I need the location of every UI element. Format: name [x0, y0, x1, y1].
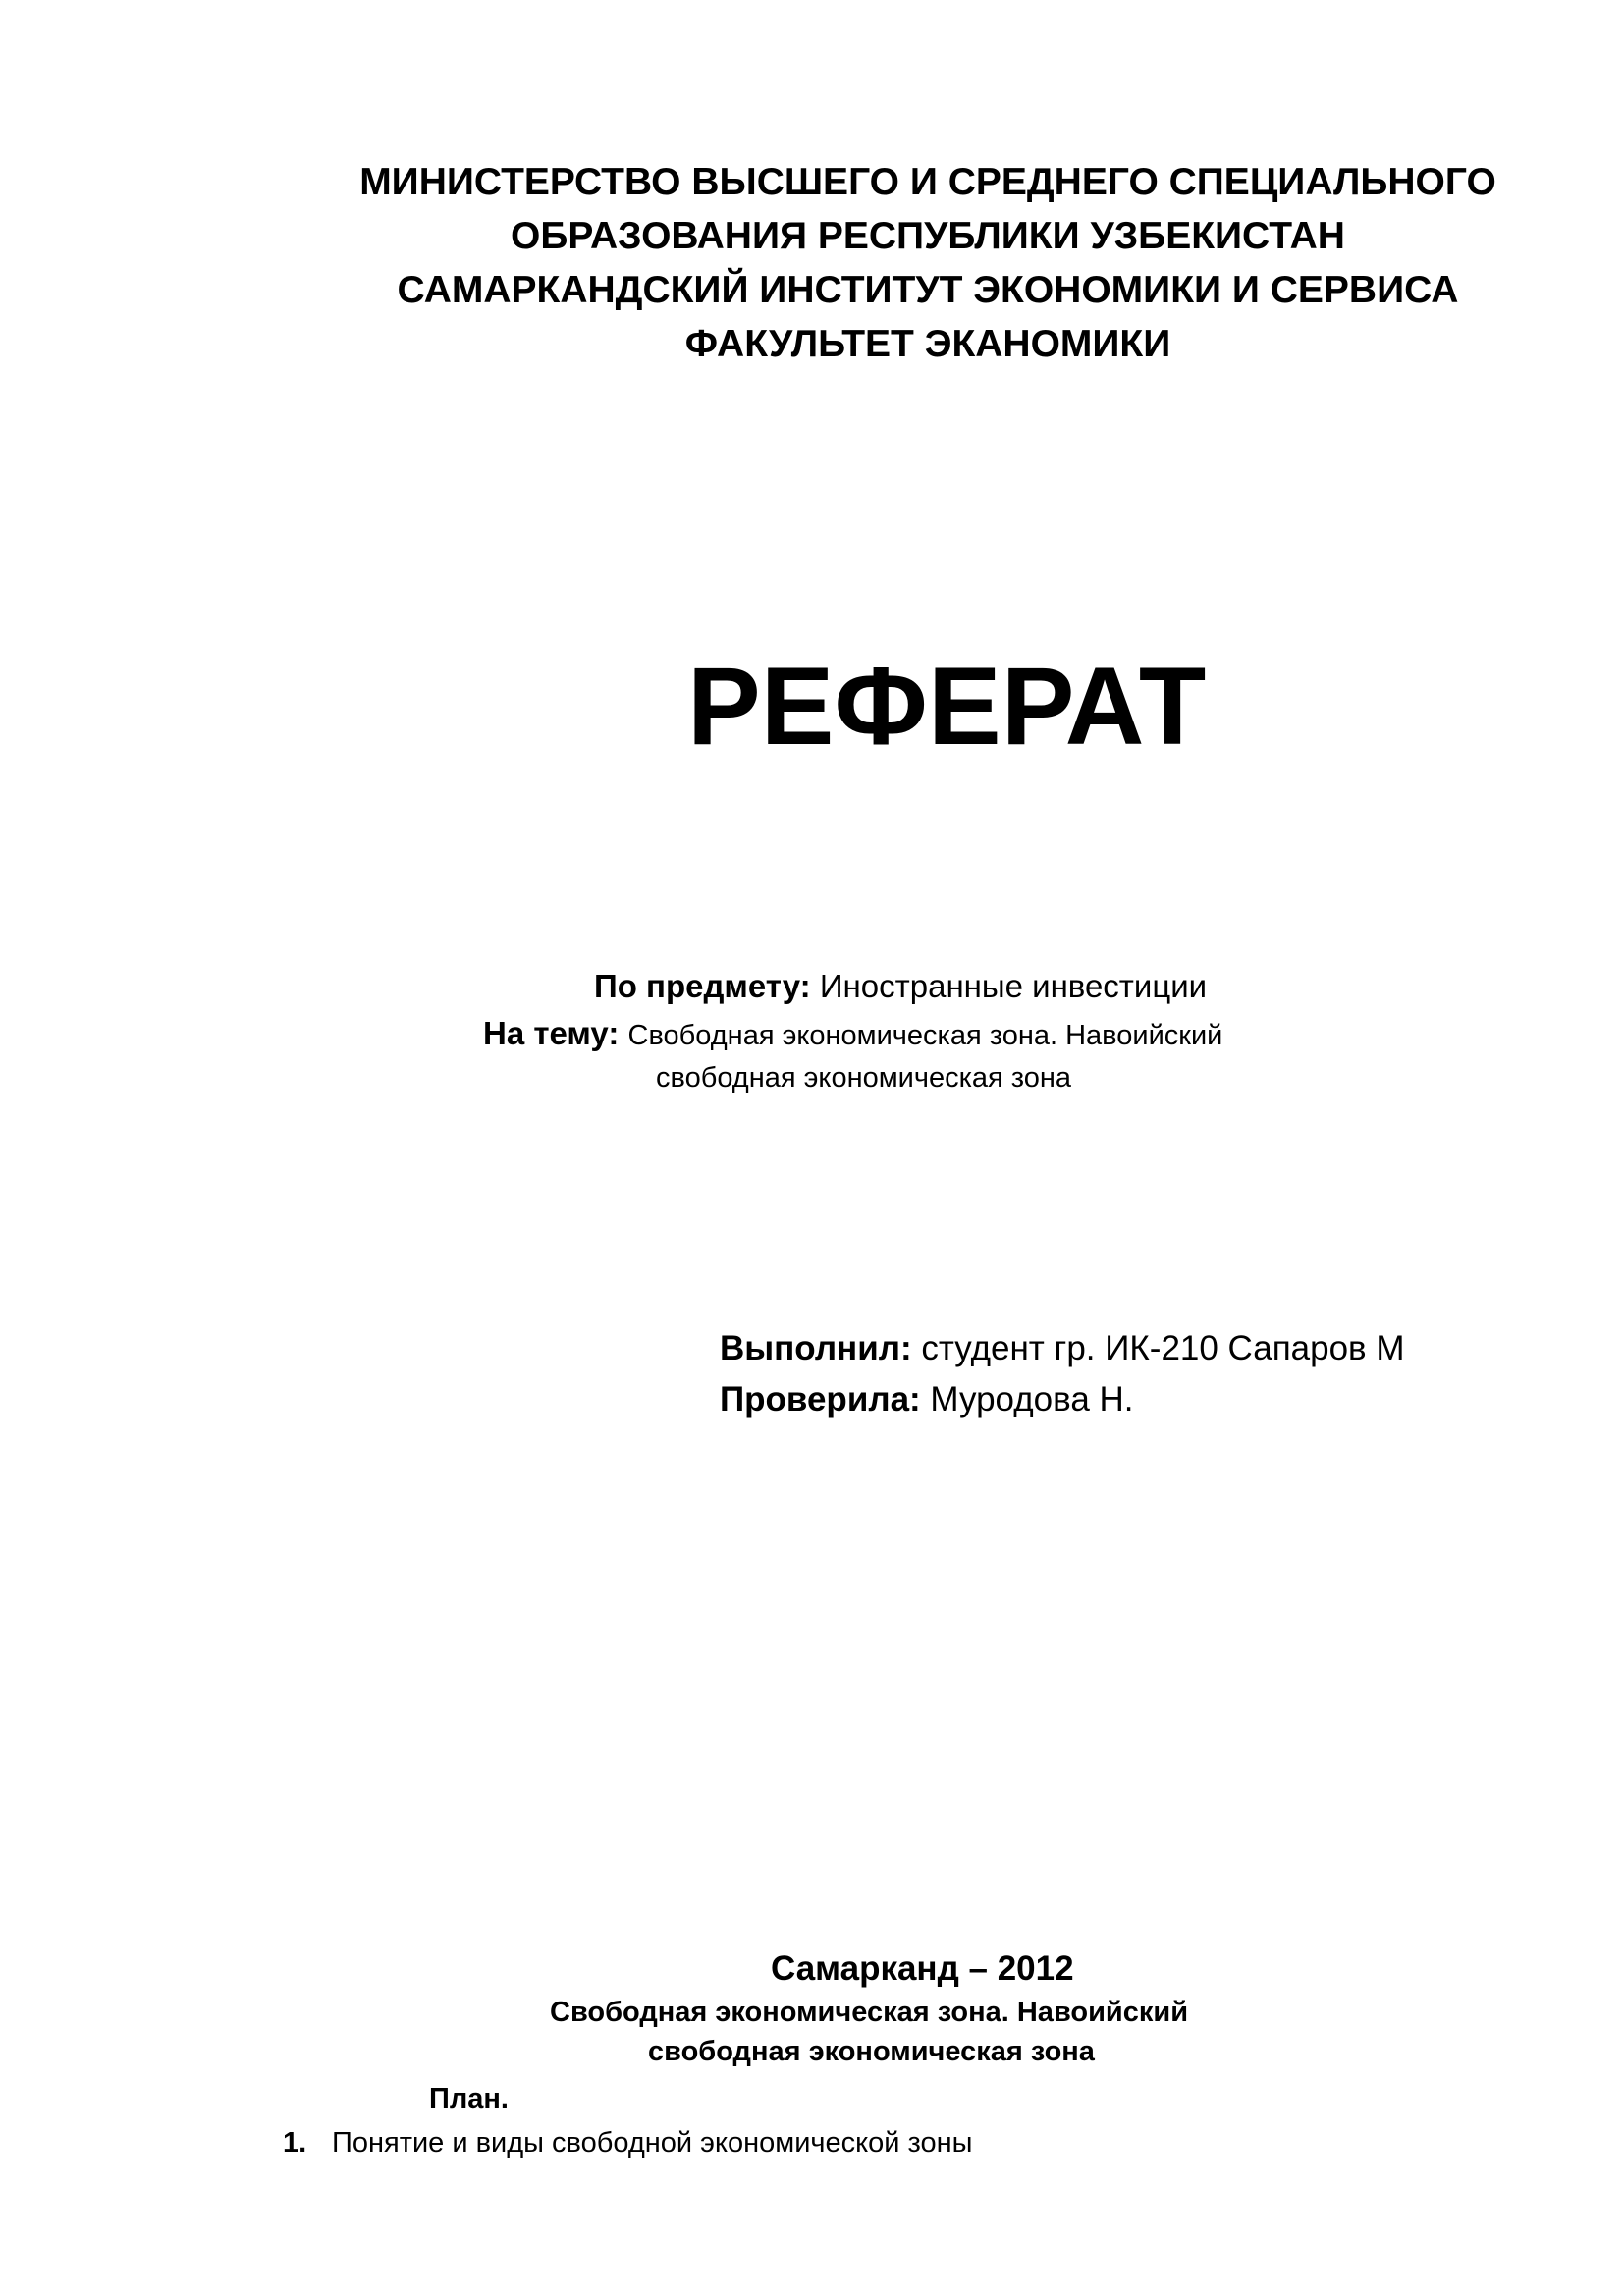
- plan-item-text: Понятие и виды свободной экономической зоны: [332, 2127, 973, 2159]
- checker-line: [720, 1374, 1134, 1425]
- performer-value: студент гр. ИК-210 Сапаров М: [921, 1329, 1405, 1367]
- section-heading-line-1: Свободная экономическая зона. Навоийский: [550, 1997, 1189, 2028]
- plan-label: План.: [429, 2083, 509, 2114]
- checker-value: Муродова Н.: [930, 1380, 1134, 1418]
- subject-value: Иностранные инвестиции: [819, 968, 1208, 1004]
- topic-value-line-2: свободная экономическая зона: [656, 1062, 1072, 1094]
- topic-label: На тему:: [483, 1015, 620, 1051]
- header-line-1: МИНИСТЕРСТВО ВЫСШЕГО И СРЕДНЕГО СПЕЦИАЛЬНОГО: [359, 161, 1496, 203]
- topic-value-line-1: Свободная экономическая зона. Навоийский: [627, 1020, 1223, 1051]
- plan-list-item: [283, 2123, 973, 2163]
- topic-line: [483, 1012, 1222, 1057]
- header-line-4: ФАКУЛЬТЕТ ЭКАНОМИКИ: [684, 323, 1171, 365]
- checker-label: Проверила:: [720, 1380, 921, 1418]
- performer-label: Выполнил:: [720, 1329, 912, 1367]
- subject-label: По предмету:: [594, 968, 811, 1004]
- section-heading-line-2: свободная экономическая зона: [648, 2036, 1095, 2067]
- plan-item-number: 1.: [283, 2127, 307, 2159]
- city-year: Самарканд – 2012: [771, 1949, 1074, 1988]
- performer-line: [720, 1323, 1405, 1374]
- subject-line: [594, 965, 1207, 1008]
- header-line-2: ОБРАЗОВАНИЯ РЕСПУБЛИКИ УЗБЕКИСТАН: [511, 215, 1345, 257]
- document-title: РЕФЕРАТ: [687, 645, 1207, 768]
- header-line-3: САМАРКАНДСКИЙ ИНСТИТУТ ЭКОНОМИКИ И СЕРВИСА: [397, 269, 1459, 311]
- ministry-header: [324, 155, 1532, 371]
